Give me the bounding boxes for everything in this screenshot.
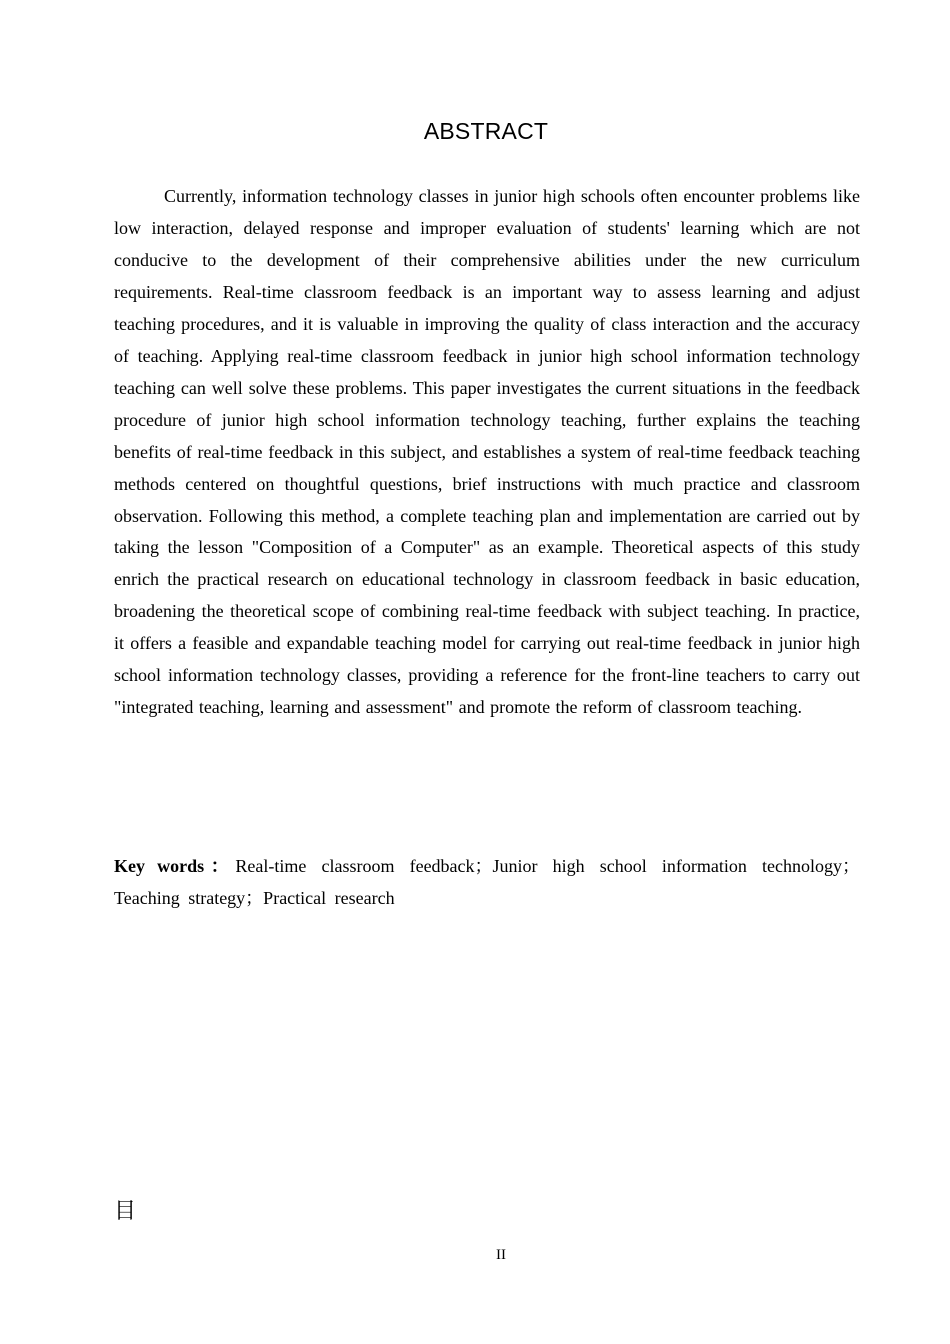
keywords-text: Real-time classroom feedback；Junior high school information technology；Teaching strategy；Practical research	[114, 856, 860, 908]
page-number: II	[496, 1247, 506, 1263]
keywords-line	[114, 851, 860, 915]
stray-glyph: 目	[114, 1199, 137, 1224]
abstract-body: Currently, information technology classes in junior high schools often encounter problems like low interaction, delayed response and improper evaluation of students' learning which are not conducive to the development of their comprehensive abilities under the new curriculum requirements. Real-time classroom feedback is an important way to assess learning and adjust teaching procedures, and it is valuable in improving the quality of class interaction and the accuracy of teaching. Applying real-time classroom feedback in junior high school information technology teaching can well solve these problems. This paper investigates the current situations in the feedback procedure of junior high school information technology teaching, further explains the teaching benefits of real-time feedback in this subject, and establishes a system of real-time feedback teaching methods centered on thoughtful questions, brief instructions with much practice and classroom observation. Following this method, a complete teaching plan and implementation are carried out by taking the lesson "Composition of a Computer" as an example. Theoretical aspects of this study enrich the practical research on educational technology in classroom feedback in basic education, broadening the theoretical scope of combining real-time feedback with subject teaching. In practice, it offers a feasible and expandable teaching model for carrying out real-time feedback in junior high school information technology classes, providing a reference for the front-line teachers to carry out "integrated teaching, learning and assessment" and promote the reform of classroom teaching.	[114, 186, 860, 718]
keywords-label: Key words：	[114, 856, 236, 876]
abstract-title: ABSTRACT	[423, 118, 549, 144]
